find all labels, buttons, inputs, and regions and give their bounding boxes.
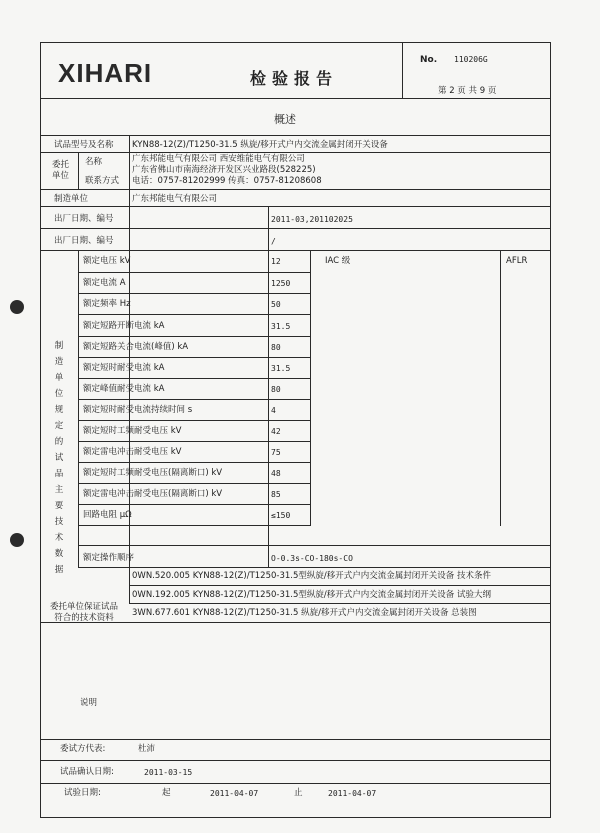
model-label: 试品型号及名称 xyxy=(54,140,114,150)
docs-label: 委托单位保证试品符合的技术资料 xyxy=(49,602,118,623)
rep-label: 委试方代表: xyxy=(60,744,106,754)
maker-value: 广东邦能电气有限公司 xyxy=(132,194,218,204)
test-to-value: 2011-04-07 xyxy=(328,789,377,798)
rep-value: 杜沛 xyxy=(138,744,156,754)
factory-date-label-1: 出厂日期、编号 xyxy=(54,214,114,224)
operation-value: O-0.3s-CO-180s-CO xyxy=(271,554,353,563)
client-address-value: 广东省佛山市南海经济开发区兴业路段(528225) xyxy=(132,165,316,175)
param-value: 4 xyxy=(271,406,276,415)
param-value: 12 xyxy=(271,257,281,266)
model-value: KYN88-12(Z)/T1250-31.5 纵旋/移开式户内交流金属封闭开关设备 xyxy=(132,140,388,150)
param-value: 42 xyxy=(271,427,281,436)
report-title: 检验报告 xyxy=(250,69,339,88)
params-group-label: 制 造 单 位 规 定 的 试 品 主 要 技 术 数 据 xyxy=(54,341,64,575)
param-name: 额定雷电冲击耐受电压 kV xyxy=(83,447,182,457)
param-value: 31.5 xyxy=(271,322,291,331)
param-value: 80 xyxy=(271,343,281,352)
confirm-date-value: 2011-03-15 xyxy=(144,768,193,777)
remark-label: 说明 xyxy=(80,698,98,708)
company-logo: XIHARI xyxy=(58,58,153,88)
client-contact-label: 联系方式 xyxy=(85,176,120,186)
doc-item: 3WN.677.601 KYN88-12(Z)/T1250-31.5 纵旋/移开式户内交流金属封闭开关设备 总装图 xyxy=(132,608,477,618)
param-value: ≤150 xyxy=(271,511,291,520)
operation-label: 额定操作顺序 xyxy=(83,553,135,563)
param-name: 额定电流 A xyxy=(83,278,126,288)
param-value: 85 xyxy=(271,490,281,499)
factory-date-value-1: 2011-03,201102025 xyxy=(271,215,353,224)
doc-item: 0WN.192.005 KYN88-12(Z)/T1250-31.5型纵旋/移开式户内交流金属封闭开关设备 试验大纲 xyxy=(132,590,491,600)
param-value: 48 xyxy=(271,469,281,478)
section-title: 概述 xyxy=(274,113,296,126)
punch-hole-bottom xyxy=(10,533,24,547)
test-from-label: 起 xyxy=(162,788,171,798)
factory-date-value-2: / xyxy=(271,237,276,246)
test-from-value: 2011-04-07 xyxy=(210,789,259,798)
test-date-label: 试验日期: xyxy=(64,788,101,798)
param-name: 额定雷电冲击耐受电压(隔离断口) kV xyxy=(83,489,223,499)
param-name: 额定频率 Hz xyxy=(83,299,131,309)
aflr-label: AFLR xyxy=(506,256,528,266)
param-name: 额定电压 kV xyxy=(83,256,131,266)
param-name: 额定短路关合电流(峰值) kA xyxy=(83,342,189,352)
client-label: 委托单位 xyxy=(52,160,70,181)
iac-label: IAC 级 xyxy=(325,256,351,266)
param-value: 75 xyxy=(271,448,281,457)
test-to-label: 止 xyxy=(294,788,303,798)
page-info: 第 2 页 共 9 页 xyxy=(438,86,497,96)
param-name: 回路电阻 μΩ xyxy=(83,510,132,520)
param-name: 额定峰值耐受电流 kA xyxy=(83,384,165,394)
factory-date-label-2: 出厂日期、编号 xyxy=(54,236,114,246)
param-name: 额定短路开断电流 kA xyxy=(83,321,165,331)
doc-item: 0WN.520.005 KYN88-12(Z)/T1250-31.5型纵旋/移开式户内交流金属封闭开关设备 技术条件 xyxy=(132,571,491,581)
client-name-label: 名称 xyxy=(85,157,103,167)
report-number: 110206G xyxy=(454,55,488,64)
param-value: 80 xyxy=(271,385,281,394)
client-name-value: 广东邦能电气有限公司 西安维能电气有限公司 xyxy=(132,154,305,164)
param-name: 额定短时耐受电流持续时间 s xyxy=(83,405,193,415)
client-phone-value: 电话：0757-81202999 传真：0757-81208608 xyxy=(132,176,322,186)
param-name: 额定短时工频耐受电压(隔离断口) kV xyxy=(83,468,223,478)
confirm-date-label: 试品确认日期: xyxy=(60,767,114,777)
punch-hole-top xyxy=(10,300,24,314)
maker-label: 制造单位 xyxy=(54,194,89,204)
param-value: 1250 xyxy=(271,279,291,288)
param-name: 额定短时工频耐受电压 kV xyxy=(83,426,182,436)
inspection-report-form xyxy=(40,42,551,817)
param-value: 50 xyxy=(271,300,281,309)
param-value: 31.5 xyxy=(271,364,291,373)
param-name: 额定短时耐受电流 kA xyxy=(83,363,165,373)
report-number-label: No. xyxy=(420,55,438,65)
